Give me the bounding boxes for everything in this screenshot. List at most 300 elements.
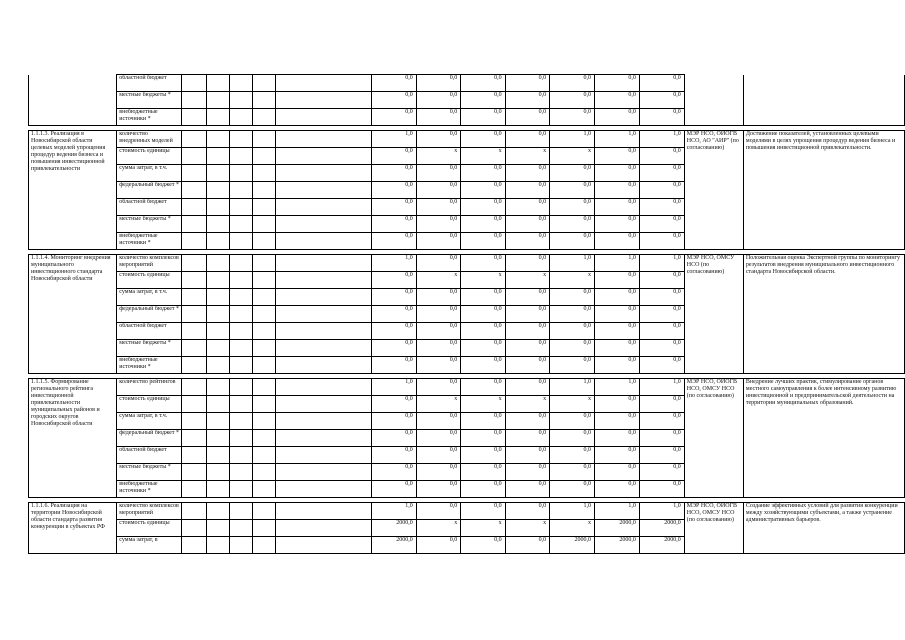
empty-cell xyxy=(276,447,371,464)
value-cell: 0,0 xyxy=(639,464,684,481)
empty-cell xyxy=(276,289,371,306)
table-row xyxy=(29,255,905,272)
empty-cell xyxy=(182,148,207,165)
empty-cell xyxy=(182,289,207,306)
empty-cell xyxy=(182,165,207,182)
value-cell: 0,0 xyxy=(371,272,416,289)
value-cell: 2000,0 xyxy=(371,537,416,554)
value-cell: 2000,0 xyxy=(594,537,639,554)
empty-cell xyxy=(230,481,253,498)
value-cell: 0,0 xyxy=(371,75,416,92)
value-cell: 0,0 xyxy=(594,323,639,340)
empty-cell xyxy=(253,520,276,537)
empty-cell xyxy=(276,306,371,323)
empty-cell xyxy=(276,199,371,216)
value-cell: 0,0 xyxy=(550,464,595,481)
value-cell: 0,0 xyxy=(461,199,505,216)
executor-cell: МЭР НСО, ОИОГВ НСО, АО "АИР" (по согласованию) xyxy=(684,131,743,250)
empty-cell xyxy=(207,92,230,109)
empty-cell xyxy=(230,182,253,199)
value-cell: 0,0 xyxy=(371,289,416,306)
empty-cell xyxy=(182,464,207,481)
empty-cell xyxy=(182,447,207,464)
value-cell: 0,0 xyxy=(371,109,416,126)
value-cell: 0,0 xyxy=(639,306,684,323)
value-cell: x xyxy=(505,520,549,537)
empty-cell xyxy=(182,109,207,126)
empty-cell xyxy=(276,109,371,126)
value-cell: 0,0 xyxy=(594,165,639,182)
value-cell: 0,0 xyxy=(416,537,460,554)
value-cell: 0,0 xyxy=(505,503,549,520)
value-cell: 0,0 xyxy=(505,131,549,148)
value-cell: 0,0 xyxy=(639,109,684,126)
value-cell: x xyxy=(461,272,505,289)
value-cell: 0,0 xyxy=(371,323,416,340)
empty-cell xyxy=(182,131,207,148)
empty-cell xyxy=(182,396,207,413)
empty-cell xyxy=(276,148,371,165)
value-cell: 0,0 xyxy=(371,464,416,481)
value-cell: 0,0 xyxy=(639,430,684,447)
value-cell: 0,0 xyxy=(505,357,549,374)
empty-cell xyxy=(230,537,253,554)
value-cell: 2000,0 xyxy=(639,537,684,554)
value-cell: 0,0 xyxy=(371,199,416,216)
value-cell: 0,0 xyxy=(594,182,639,199)
value-cell: 0,0 xyxy=(594,357,639,374)
empty-cell xyxy=(276,92,371,109)
value-cell: 2000,0 xyxy=(639,520,684,537)
value-cell: 0,0 xyxy=(505,199,549,216)
value-cell: 0,0 xyxy=(639,216,684,233)
empty-cell xyxy=(276,233,371,250)
empty-cell xyxy=(182,199,207,216)
program-activities-table xyxy=(28,74,905,554)
empty-cell xyxy=(276,255,371,272)
value-cell: x xyxy=(550,396,595,413)
value-cell: 1,0 xyxy=(639,131,684,148)
value-cell: 0,0 xyxy=(505,306,549,323)
empty-cell xyxy=(207,323,230,340)
empty-cell xyxy=(230,92,253,109)
value-cell: 0,0 xyxy=(594,216,639,233)
value-cell: 0,0 xyxy=(639,165,684,182)
empty-cell xyxy=(207,148,230,165)
value-cell: x xyxy=(550,520,595,537)
empty-cell xyxy=(276,165,371,182)
empty-cell xyxy=(276,396,371,413)
value-cell: 0,0 xyxy=(639,396,684,413)
value-cell: 0,0 xyxy=(505,216,549,233)
value-cell: 0,0 xyxy=(371,340,416,357)
empty-cell xyxy=(182,340,207,357)
empty-cell xyxy=(207,306,230,323)
empty-cell xyxy=(276,430,371,447)
value-cell: 1,0 xyxy=(371,379,416,396)
value-cell: 0,0 xyxy=(416,323,460,340)
empty-cell xyxy=(230,323,253,340)
empty-cell xyxy=(230,503,253,520)
value-cell: 0,0 xyxy=(639,357,684,374)
empty-cell xyxy=(230,233,253,250)
value-cell: 0,0 xyxy=(550,323,595,340)
value-cell: x xyxy=(416,520,460,537)
value-cell: 0,0 xyxy=(550,289,595,306)
value-cell: 0,0 xyxy=(639,272,684,289)
empty-cell xyxy=(253,306,276,323)
value-cell: 0,0 xyxy=(461,537,505,554)
indicator-cell: количество комплексов мероприятий xyxy=(117,503,182,520)
empty-cell xyxy=(230,430,253,447)
indicator-cell: областной бюджет xyxy=(117,323,182,340)
executor-cell: МЭР НСО, ОИОГВ НСО, ОМСУ НСО (по согласованию) xyxy=(684,503,743,554)
value-cell: 0,0 xyxy=(550,199,595,216)
value-cell: 0,0 xyxy=(594,481,639,498)
value-cell: 0,0 xyxy=(639,92,684,109)
activity-cell: 1.1.1.3. Реализация в Новосибирской области целевых моделей упрощения процедур ведения бизнеса и повышения инвестиционной привлекательности xyxy=(29,131,117,250)
value-cell: 0,0 xyxy=(461,447,505,464)
value-cell: 0,0 xyxy=(550,182,595,199)
value-cell: 0,0 xyxy=(461,323,505,340)
value-cell: 0,0 xyxy=(594,396,639,413)
empty-cell xyxy=(207,447,230,464)
value-cell: 0,0 xyxy=(461,182,505,199)
value-cell: 0,0 xyxy=(550,413,595,430)
indicator-cell: федеральный бюджет * xyxy=(117,430,182,447)
value-cell: 0,0 xyxy=(371,447,416,464)
empty-cell xyxy=(182,379,207,396)
value-cell: 0,0 xyxy=(505,447,549,464)
value-cell: 0,0 xyxy=(639,289,684,306)
empty-cell xyxy=(182,520,207,537)
indicator-cell: областной бюджет xyxy=(117,199,182,216)
empty-cell xyxy=(207,464,230,481)
value-cell: 0,0 xyxy=(416,131,460,148)
value-cell: 0,0 xyxy=(371,396,416,413)
value-cell: 0,0 xyxy=(461,413,505,430)
table-row xyxy=(29,503,905,520)
executor-cell xyxy=(684,75,743,126)
value-cell: 1,0 xyxy=(371,503,416,520)
indicator-cell: сумма затрат, в xyxy=(117,537,182,554)
empty-cell xyxy=(207,272,230,289)
empty-cell xyxy=(207,131,230,148)
value-cell: 0,0 xyxy=(416,503,460,520)
value-cell: 0,0 xyxy=(550,357,595,374)
empty-cell xyxy=(182,413,207,430)
empty-cell xyxy=(207,75,230,92)
value-cell: 1,0 xyxy=(639,379,684,396)
empty-cell xyxy=(253,272,276,289)
activity-cell xyxy=(29,75,117,126)
value-cell: 0,0 xyxy=(639,182,684,199)
empty-cell xyxy=(230,109,253,126)
indicator-cell: сумма затрат, в т.ч. xyxy=(117,289,182,306)
empty-cell xyxy=(276,272,371,289)
value-cell: 0,0 xyxy=(639,481,684,498)
value-cell: x xyxy=(416,396,460,413)
empty-cell xyxy=(207,430,230,447)
value-cell: 0,0 xyxy=(416,216,460,233)
empty-cell xyxy=(253,216,276,233)
empty-cell xyxy=(253,323,276,340)
empty-cell xyxy=(182,216,207,233)
value-cell: 0,0 xyxy=(371,165,416,182)
value-cell: 0,0 xyxy=(461,464,505,481)
empty-cell xyxy=(207,340,230,357)
empty-cell xyxy=(182,503,207,520)
empty-cell xyxy=(230,289,253,306)
indicator-cell: внебюджетные источники * xyxy=(117,481,182,498)
empty-cell xyxy=(253,75,276,92)
value-cell: 1,0 xyxy=(371,131,416,148)
empty-cell xyxy=(276,131,371,148)
table-row xyxy=(29,75,905,92)
value-cell: 1,0 xyxy=(550,131,595,148)
empty-cell xyxy=(253,255,276,272)
value-cell: 1,0 xyxy=(594,255,639,272)
value-cell: 0,0 xyxy=(594,109,639,126)
empty-cell xyxy=(276,216,371,233)
value-cell: 0,0 xyxy=(461,306,505,323)
value-cell: 1,0 xyxy=(594,379,639,396)
value-cell: 0,0 xyxy=(550,306,595,323)
value-cell: 0,0 xyxy=(416,481,460,498)
value-cell: 0,0 xyxy=(371,430,416,447)
value-cell: x xyxy=(505,396,549,413)
executor-cell: МЭР НСО, ОМСУ НСО (по согласованию) xyxy=(684,255,743,374)
value-cell: x xyxy=(461,520,505,537)
empty-cell xyxy=(276,340,371,357)
empty-cell xyxy=(182,357,207,374)
value-cell: 1,0 xyxy=(639,255,684,272)
value-cell: 0,0 xyxy=(416,233,460,250)
result-cell: Внедрение лучших практик, стимулирование органов местного самоуправления к более интенсивному развитию инвестиционной и предпринимательской деятельности на территории муниципальных образований. xyxy=(743,379,904,498)
empty-cell xyxy=(253,503,276,520)
value-cell: 0,0 xyxy=(594,289,639,306)
empty-cell xyxy=(182,537,207,554)
value-cell: 0,0 xyxy=(416,109,460,126)
empty-cell xyxy=(207,503,230,520)
executor-cell: МЭР НСО, ОИОГВ НСО, ОМСУ НСО (по согласованию) xyxy=(684,379,743,498)
empty-cell xyxy=(182,233,207,250)
empty-cell xyxy=(182,430,207,447)
value-cell: 0,0 xyxy=(371,481,416,498)
empty-cell xyxy=(253,379,276,396)
empty-cell xyxy=(207,182,230,199)
value-cell: 0,0 xyxy=(416,430,460,447)
empty-cell xyxy=(230,306,253,323)
value-cell: 0,0 xyxy=(371,357,416,374)
value-cell: 1,0 xyxy=(594,131,639,148)
empty-cell xyxy=(230,75,253,92)
empty-cell xyxy=(230,464,253,481)
value-cell: 0,0 xyxy=(371,92,416,109)
value-cell: 0,0 xyxy=(461,379,505,396)
value-cell: x xyxy=(505,148,549,165)
value-cell: 0,0 xyxy=(371,148,416,165)
value-cell: 2000,0 xyxy=(550,537,595,554)
value-cell: 0,0 xyxy=(505,537,549,554)
indicator-cell: стоимость единицы xyxy=(117,272,182,289)
empty-cell xyxy=(207,233,230,250)
value-cell: 0,0 xyxy=(594,199,639,216)
value-cell: 0,0 xyxy=(461,289,505,306)
value-cell: 0,0 xyxy=(594,92,639,109)
empty-cell xyxy=(230,216,253,233)
value-cell: 0,0 xyxy=(371,306,416,323)
value-cell: 0,0 xyxy=(505,92,549,109)
value-cell: x xyxy=(550,148,595,165)
value-cell: 0,0 xyxy=(550,430,595,447)
value-cell: 0,0 xyxy=(416,75,460,92)
indicator-cell: областной бюджет xyxy=(117,75,182,92)
value-cell: 0,0 xyxy=(639,148,684,165)
value-cell: 0,0 xyxy=(550,233,595,250)
value-cell: 0,0 xyxy=(461,131,505,148)
value-cell: 0,0 xyxy=(505,464,549,481)
result-cell: Положительная оценка Экспертной группы по мониторингу результатов внедрения муниципального инвестиционного стандарта Новосибирской области. xyxy=(743,255,904,374)
empty-cell xyxy=(276,520,371,537)
empty-cell xyxy=(276,357,371,374)
value-cell: x xyxy=(461,396,505,413)
empty-cell xyxy=(253,447,276,464)
table-body xyxy=(29,75,905,554)
value-cell: 0,0 xyxy=(416,289,460,306)
value-cell: 0,0 xyxy=(461,165,505,182)
value-cell: 1,0 xyxy=(550,379,595,396)
empty-cell xyxy=(230,520,253,537)
value-cell: 0,0 xyxy=(461,109,505,126)
indicator-cell: местные бюджеты * xyxy=(117,216,182,233)
value-cell: 0,0 xyxy=(416,357,460,374)
result-cell: Достижение показателей, установленных целевыми моделями в целях упрощения процедур ведения бизнеса и повышения инвестиционной привлекательности. xyxy=(743,131,904,250)
value-cell: 0,0 xyxy=(550,92,595,109)
value-cell: 0,0 xyxy=(461,340,505,357)
empty-cell xyxy=(253,481,276,498)
table-row xyxy=(29,131,905,148)
value-cell: 0,0 xyxy=(416,182,460,199)
indicator-cell: внебюджетные источники * xyxy=(117,109,182,126)
value-cell: 0,0 xyxy=(416,92,460,109)
empty-cell xyxy=(230,199,253,216)
value-cell: 2000,0 xyxy=(594,520,639,537)
value-cell: 0,0 xyxy=(416,413,460,430)
empty-cell xyxy=(230,413,253,430)
indicator-cell: областной бюджет xyxy=(117,447,182,464)
empty-cell xyxy=(182,306,207,323)
value-cell: 0,0 xyxy=(550,109,595,126)
empty-cell xyxy=(253,182,276,199)
value-cell: 0,0 xyxy=(550,447,595,464)
value-cell: 0,0 xyxy=(461,92,505,109)
empty-cell xyxy=(207,520,230,537)
empty-cell xyxy=(207,413,230,430)
value-cell: 0,0 xyxy=(416,464,460,481)
value-cell: 0,0 xyxy=(594,413,639,430)
empty-cell xyxy=(182,272,207,289)
empty-cell xyxy=(253,289,276,306)
empty-cell xyxy=(207,109,230,126)
empty-cell xyxy=(253,92,276,109)
empty-cell xyxy=(253,131,276,148)
value-cell: 0,0 xyxy=(416,379,460,396)
indicator-cell: федеральный бюджет * xyxy=(117,182,182,199)
empty-cell xyxy=(207,357,230,374)
empty-cell xyxy=(253,357,276,374)
empty-cell xyxy=(207,289,230,306)
value-cell: 0,0 xyxy=(505,75,549,92)
indicator-cell: стоимость единицы xyxy=(117,148,182,165)
empty-cell xyxy=(230,396,253,413)
value-cell: 0,0 xyxy=(550,165,595,182)
value-cell: 0,0 xyxy=(505,255,549,272)
value-cell: 0,0 xyxy=(594,306,639,323)
empty-cell xyxy=(276,182,371,199)
empty-cell xyxy=(230,148,253,165)
empty-cell xyxy=(207,537,230,554)
empty-cell xyxy=(276,379,371,396)
value-cell: 0,0 xyxy=(639,413,684,430)
value-cell: 0,0 xyxy=(550,216,595,233)
value-cell: 0,0 xyxy=(550,340,595,357)
empty-cell xyxy=(230,340,253,357)
activity-cell: 1.1.1.5. Формирование регионального рейтинга инвестиционной привлекательности муниципальных районов и городских округов Новосибирской области xyxy=(29,379,117,498)
value-cell: 0,0 xyxy=(416,340,460,357)
value-cell: 2000,0 xyxy=(371,520,416,537)
empty-cell xyxy=(230,131,253,148)
indicator-cell: стоимость единицы xyxy=(117,520,182,537)
empty-cell xyxy=(276,413,371,430)
value-cell: 0,0 xyxy=(416,447,460,464)
value-cell: x xyxy=(416,272,460,289)
empty-cell xyxy=(253,413,276,430)
value-cell: 1,0 xyxy=(639,503,684,520)
indicator-cell: местные бюджеты * xyxy=(117,92,182,109)
value-cell: 0,0 xyxy=(461,503,505,520)
indicator-cell: количество внедренных моделей xyxy=(117,131,182,148)
value-cell: 0,0 xyxy=(371,182,416,199)
empty-cell xyxy=(207,379,230,396)
value-cell: 1,0 xyxy=(550,255,595,272)
empty-cell xyxy=(207,216,230,233)
value-cell: 0,0 xyxy=(639,233,684,250)
empty-cell xyxy=(253,396,276,413)
value-cell: 0,0 xyxy=(505,430,549,447)
empty-cell xyxy=(276,464,371,481)
empty-cell xyxy=(230,357,253,374)
value-cell: 0,0 xyxy=(505,233,549,250)
empty-cell xyxy=(230,165,253,182)
empty-cell xyxy=(253,464,276,481)
value-cell: 0,0 xyxy=(594,464,639,481)
value-cell: 0,0 xyxy=(461,216,505,233)
empty-cell xyxy=(207,255,230,272)
empty-cell xyxy=(276,481,371,498)
value-cell: 1,0 xyxy=(594,503,639,520)
empty-cell xyxy=(230,379,253,396)
activity-cell: 1.1.1.6. Реализация на территории Новосибирской области стандарта развития конкуренции в субъектах РФ xyxy=(29,503,117,554)
empty-cell xyxy=(276,75,371,92)
empty-cell xyxy=(276,537,371,554)
value-cell: 0,0 xyxy=(639,340,684,357)
value-cell: 0,0 xyxy=(461,233,505,250)
empty-cell xyxy=(253,340,276,357)
value-cell: 0,0 xyxy=(505,323,549,340)
indicator-cell: внебюджетные источники * xyxy=(117,233,182,250)
indicator-cell: федеральный бюджет * xyxy=(117,306,182,323)
